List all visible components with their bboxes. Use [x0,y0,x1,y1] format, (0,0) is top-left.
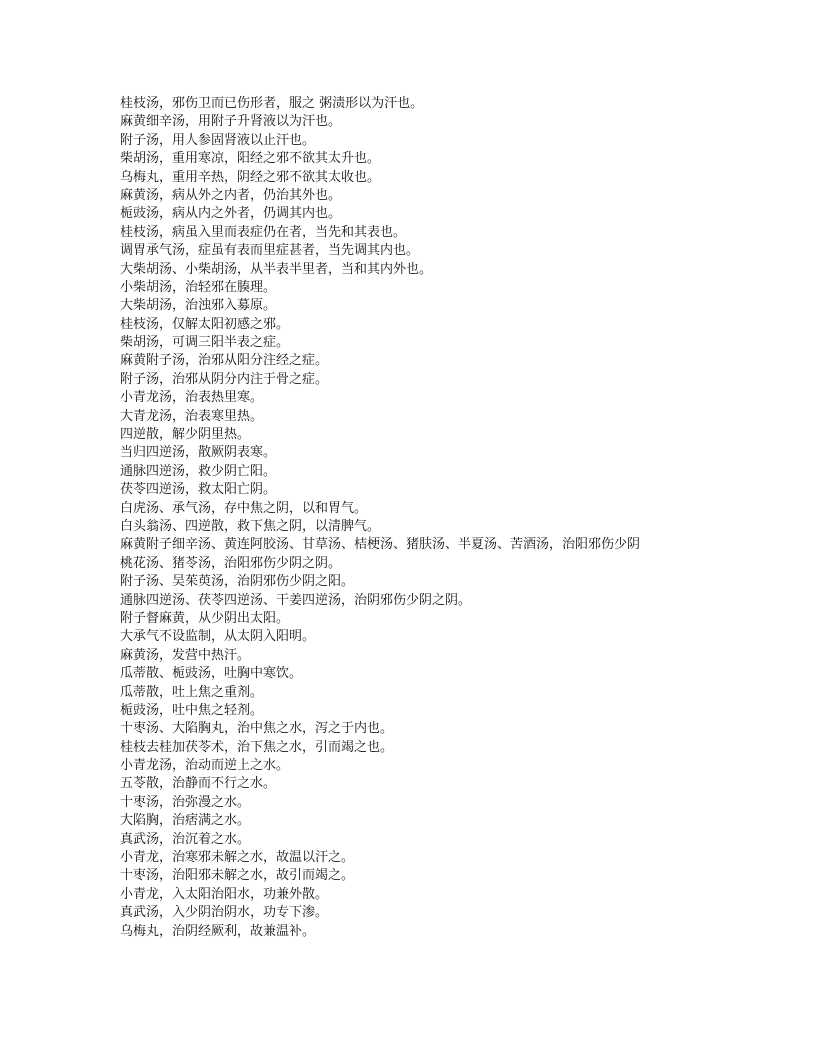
text-line: 麻黄附子汤，治邪从阳分注经之症。 [120,353,329,369]
text-line: 桂枝去桂加茯苓术，治下焦之水，引而竭之也。 [120,739,394,755]
text-line: 小青龙汤，治动而逆上之水。 [120,758,290,774]
text-line: 小青龙，入太阳治阳水，功兼外散。 [120,886,329,902]
text-line: 乌梅丸，重用辛热，阴经之邪不欲其太收也。 [120,169,381,185]
text-line: 真武汤，入少阴治阴水，功专下渗。 [120,905,329,921]
document-body [120,95,700,941]
text-line: 当归四逆汤，散厥阴表寒。 [120,445,277,461]
text-line: 附子汤，治邪从阴分内注于骨之症。 [120,371,329,387]
text-line: 大柴胡汤，治浊邪入募原。 [120,298,277,314]
text-line: 栀豉汤，吐中焦之轻剂。 [120,702,264,718]
text-line-wrapped: 麻黄附子细辛汤、黄连阿胶汤、甘草汤、桔梗汤、猪肤汤、半夏汤、苦酒汤，治阳邪伤少阴 [120,537,641,553]
text-line: 桃花汤、猪苓汤，治阳邪伤少阴之阴。 [120,555,342,571]
text-line: 白头翁汤、四逆散，救下焦之阴，以清脾气。 [120,518,381,534]
text-line: 大承气不设监制，从太阴入阳明。 [120,629,316,645]
text-line: 白虎汤、承气汤，存中焦之阴，以和胃气。 [120,500,368,516]
text-line: 小青龙，治寒邪未解之水，故温以汗之。 [120,850,355,866]
text-line: 十枣汤，治弥漫之水。 [120,794,251,810]
text-line: 五苓散，治静而不行之水。 [120,776,277,792]
text-line: 瓜蒂散，吐上焦之重剂。 [120,684,264,700]
text-line: 调胃承气汤，症虽有表而里症甚者，当先调其内也。 [120,243,420,259]
text-line: 栀豉汤，病从内之外者，仍调其内也。 [120,206,342,222]
text-line: 通脉四逆汤，救少阴亡阳。 [120,463,277,479]
text-line: 桂枝汤，仅解太阳初感之邪。 [120,316,290,332]
text-line: 十枣汤、大陷胸丸，治中焦之水，泻之于内也。 [120,721,394,737]
text-line: 大陷胸，治痞满之水。 [120,813,251,829]
text-line: 茯苓四逆汤，救太阳亡阴。 [120,482,277,498]
text-line: 附子汤，用人参固肾液以止汗也。 [120,132,316,148]
text-line: 真武汤，治沉着之水。 [120,831,251,847]
text-line: 附子汤、吴茱萸汤，治阴邪伤少阴之阳。 [120,574,355,590]
text-line: 小柴胡汤，治轻邪在腠理。 [120,279,277,295]
text-line: 大青龙汤，治表寒里热。 [120,408,264,424]
text-line: 麻黄汤，病从外之内者，仍治其外也。 [120,187,342,203]
text-line: 小青龙汤，治表热里寒。 [120,390,264,406]
text-line: 瓜蒂散、栀豉汤，吐胸中寒饮。 [120,666,303,682]
text-line: 十枣汤，治阳邪未解之水，故引而竭之。 [120,868,355,884]
text-line: 柴胡汤，重用寒凉，阳经之邪不欲其太升也。 [120,151,381,167]
text-line: 柴胡汤，可调三阳半表之症。 [120,335,290,351]
text-line: 桂枝汤，邪伤卫而已伤形者，服之 粥渍形以为汗也。 [120,96,424,111]
text-line: 大柴胡汤、小柴胡汤，从半表半里者，当和其内外也。 [120,261,433,277]
text-line: 通脉四逆汤、茯苓四逆汤、干姜四逆汤，治阴邪伤少阴之阴。 [120,592,472,608]
text-line: 麻黄细辛汤，用附子升肾液以为汗也。 [120,114,342,130]
text-line: 四逆散，解少阴里热。 [120,427,251,443]
text-line: 麻黄汤，发营中热汗。 [120,647,251,663]
text-line: 附子督麻黄，从少阴出太阳。 [120,610,290,626]
text-line: 乌梅丸，治阴经厥利，故兼温补。 [120,923,316,939]
text-line: 桂枝汤，病虽入里而表症仍在者，当先和其表也。 [120,224,407,240]
